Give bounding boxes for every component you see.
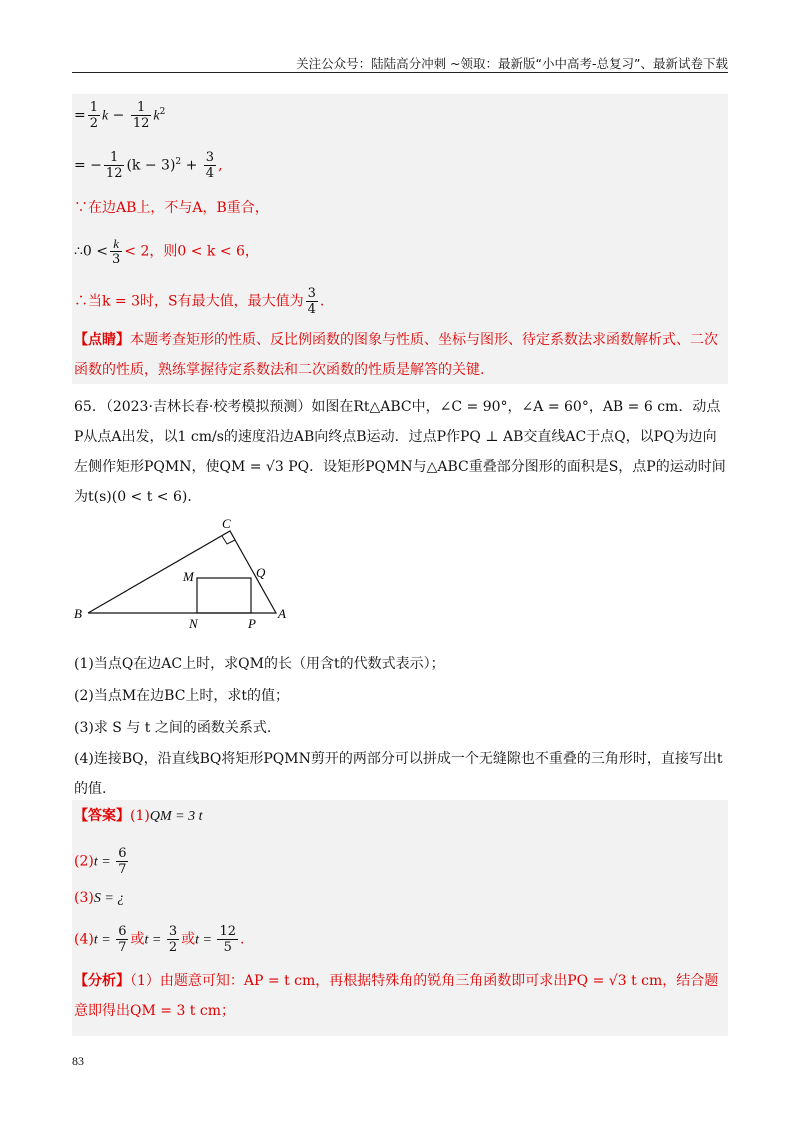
question-3: (3)求 S 与 t 之间的函数关系式.: [74, 720, 272, 736]
solution-line-1: = $\frac{1}{2}$ k − $\frac{1}{12}$ $k^2$: [74, 100, 166, 131]
header-rule: [72, 72, 728, 73]
answer-2: (2)t = $\frac{6}{7}$: [74, 846, 127, 877]
label-c: C: [222, 516, 231, 531]
analysis-block: 【分析】（1）由题意可知：AP = t cm，再根据特殊角的锐角三角函数即可求出PQ = √3 t cm，结合题意即得出QM = 3 t cm；: [74, 973, 719, 1019]
label-m: M: [183, 569, 194, 584]
solution-therefore-2: ∴当k = 3时，S有最大值，最大值为 $\frac{3}{4}$ .: [74, 286, 325, 317]
label-b: B: [74, 606, 82, 621]
rectangle-pqmn: [197, 578, 251, 613]
label-p: P: [248, 616, 256, 631]
comment-block: 【点睛】本题考查矩形的性质、反比例函数的图象与性质、坐标与图形、待定系数法求函数解析式、二次函数的性质，熟练掌握待定系数法和二次函数的性质是解答的关键.: [74, 332, 718, 378]
page-number: 83: [72, 1054, 84, 1068]
label-q: Q: [256, 565, 266, 580]
solution-line-2: = − $\frac{1}{12}$ $(k - 3)^2$ + $\frac{3}{4}$ ,: [74, 150, 223, 181]
page-header: 关注公众号：陆陆高分冲刺 ~领取：最新版“小中高考-总复习”、最新试卷下载: [296, 56, 728, 71]
solution-because: ∵在边AB上，不与A，B重合，: [74, 200, 269, 216]
triangle-figure: [70, 512, 300, 632]
question-4: (4)连接BQ，沿直线BQ将矩形PQMN剪开的两部分可以拼成一个无缝隙也不重叠的三角形时，直接写出t的值.: [74, 751, 723, 797]
answer-4: (4)t = $\frac{6}{7}$ 或t = $\frac{3}{2}$ 或t = $\frac{12}{5}$ .: [74, 924, 245, 955]
triangle-abc: [88, 531, 276, 613]
problem-text: 65．（2023·吉林长春·校考模拟预测）如图在Rt△ABC中，∠C = 90°，∠A = 60°，AB = 6 cm．动点P从点A出发，以1 cm/s的速度沿边AB向终点B运动．过点P作PQ ⊥ AB交直线AC于点Q，以PQ为边向左侧作矩形PQMN，使QM = √3 PQ．设矩形PQMN与△ABC重叠部分图形的面积是S，点P的运动时间为t(s)(0 < t < 6)．: [74, 399, 726, 505]
solution-therefore-1: ∴0 < $\frac{k}{3}$ < 2，则0 < k < 6，: [74, 236, 259, 267]
question-1: (1)当点Q在边AC上时，求QM的长（用含t的代数式表示）；: [74, 656, 445, 672]
label-a: A: [278, 606, 286, 621]
label-n: N: [189, 616, 198, 631]
answer-1: 【答案】(1)QM = 3 t: [74, 808, 203, 824]
answer-3: (3)S = ¿: [74, 890, 125, 906]
question-2: (2)当点M在边BC上时，求t的值；: [74, 688, 290, 704]
